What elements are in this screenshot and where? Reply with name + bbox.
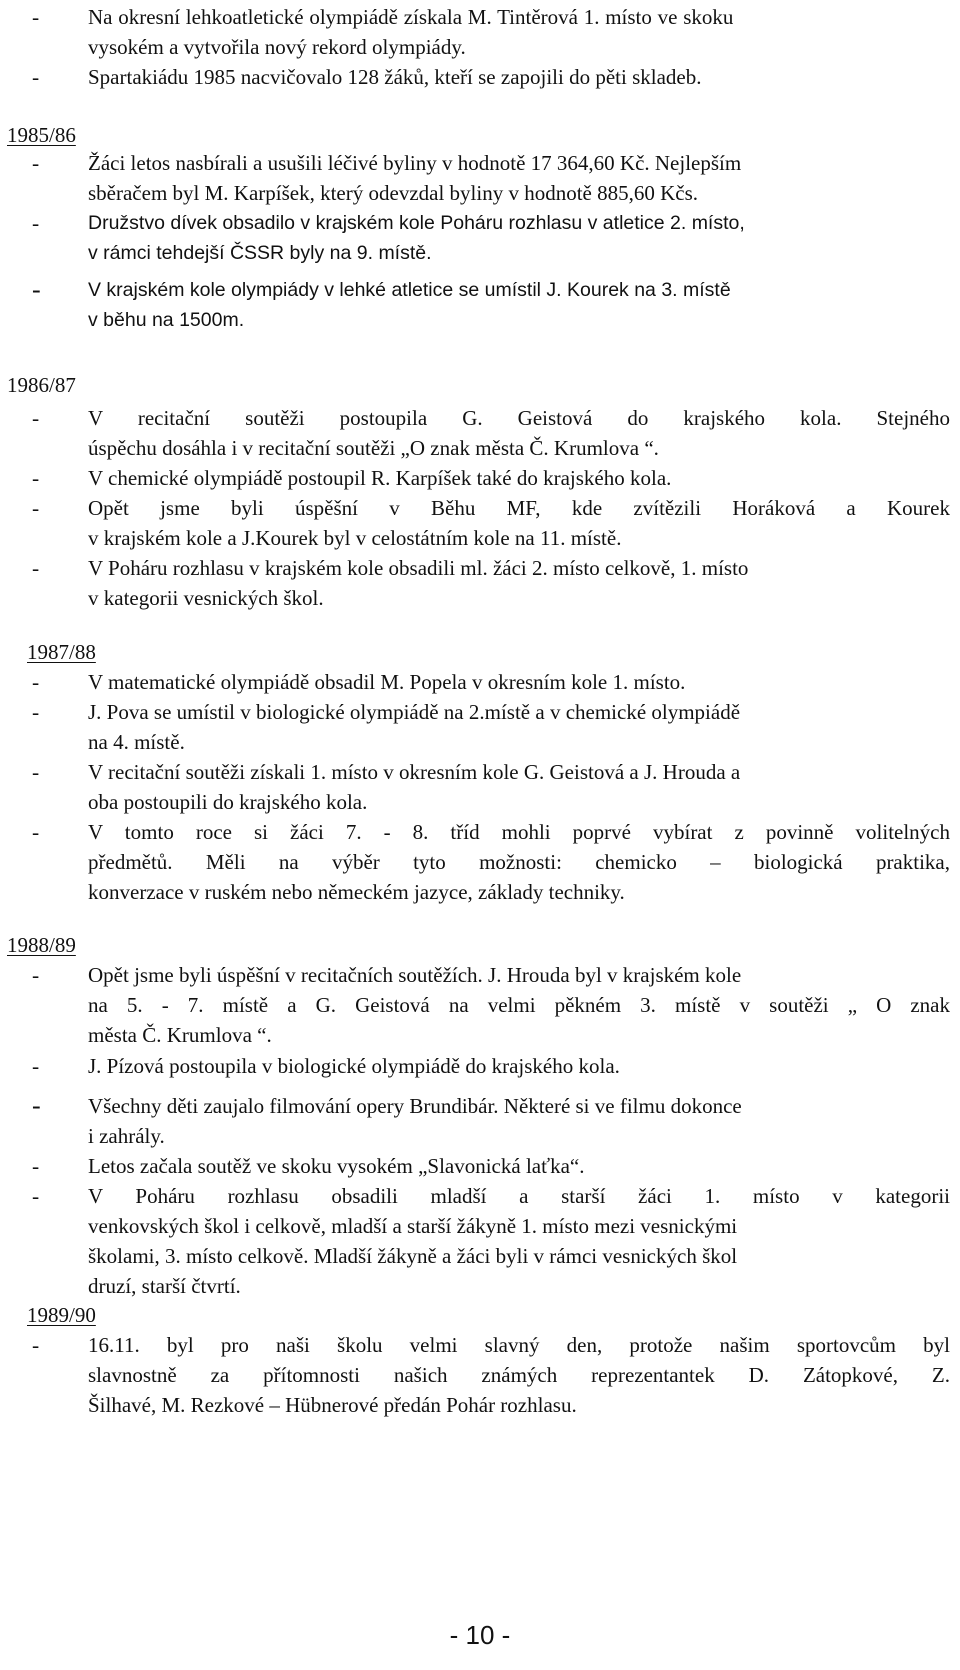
bullet-dash: - — [32, 151, 40, 175]
bullet-dash: - — [32, 1184, 40, 1208]
text-line: i zahrály. — [88, 1124, 165, 1148]
bullet-dash: - — [32, 1054, 40, 1078]
bullet-dash: - — [32, 820, 40, 844]
bullet-dash: - — [32, 556, 40, 580]
bullet-dash: - — [32, 963, 40, 987]
text-line: Šilhavé, M. Rezkové – Hübnerové předán Pohár rozhlasu. — [88, 1393, 577, 1417]
section-heading-1985-86: 1985/86 — [7, 123, 76, 147]
text-line: druzí, starší čtvrtí. — [88, 1274, 241, 1298]
text-line: V chemické olympiádě postoupil R. Karpíšek také do krajského kola. — [88, 466, 672, 490]
text-line: sběračem byl M. Karpíšek, který odevzdal byliny v hodnotě 885,60 Kčs. — [88, 181, 699, 205]
section-heading-1989-90: 1989/90 — [27, 1303, 96, 1327]
text-line: Opět jsme byli úspěšní v Běhu MF, kde zvítězili Horáková a Kourek — [88, 496, 950, 520]
bullet-dash: - — [32, 65, 40, 89]
text-line: oba postoupili do krajského kola. — [88, 790, 368, 814]
text-line: V matematické olympiádě obsadil M. Popela v okresním kole 1. místo. — [88, 670, 686, 694]
text-line: venkovských škol i celkově, mladší a starší žákyně 1. místo mezi vesnickými — [88, 1214, 738, 1238]
text-line: v kategorii vesnických škol. — [88, 586, 324, 610]
text-line: školami, 3. místo celkově. Mladší žákyně a žáci byli v rámci vesnických škol — [88, 1244, 738, 1268]
text-line: Družstvo dívek obsadilo v krajském kole Poháru rozhlasu v atletice 2. místo, — [88, 212, 745, 234]
bullet-dash: - — [32, 760, 40, 784]
text-line: V tomto roce si žáci 7. - 8. tříd mohli poprvé vybírat z povinně volitelných — [88, 820, 950, 844]
text-line: na 5. - 7. místě a G. Geistová na velmi pěkném 3. místě v soutěži „ O znak — [88, 993, 950, 1017]
text-line: úspěchu dosáhla i v recitační soutěži „O znak města Č. Krumlova “. — [88, 436, 659, 460]
text-line: V recitační soutěži získali 1. místo v okresním kole G. Geistová a J. Hrouda a — [88, 760, 741, 784]
text-line: Letos začala soutěž ve skoku vysokém „Slavonická laťka“. — [88, 1154, 585, 1178]
text-line: J. Pízová postoupila v biologické olympiádě do krajského kola. — [88, 1054, 620, 1078]
bullet-dash: - — [32, 406, 40, 430]
text-line: V krajském kole olympiády v lehké atletice se umístil J. Kourek na 3. místě — [88, 279, 731, 301]
bullet-dash: - — [32, 496, 40, 520]
text-line: Spartakiádu 1985 nacvičovalo 128 žáků, kteří se zapojili do pěti skladeb. — [88, 65, 702, 89]
text-line: v rámci tehdejší ČSSR byly na 9. místě. — [88, 242, 432, 264]
bullet-dash: - — [32, 670, 40, 694]
bullet-dash: - — [32, 1154, 40, 1178]
text-line: Žáci letos nasbírali a usušili léčivé byliny v hodnotě 17 364,60 Kč. Nejlepším — [88, 151, 742, 175]
text-line: V Poháru rozhlasu v krajském kole obsadili ml. žáci 2. místo celkově, 1. místo — [88, 556, 749, 580]
section-heading-1988-89: 1988/89 — [7, 933, 76, 957]
page-number: - 10 - — [449, 1620, 511, 1650]
bullet-dash: - — [32, 466, 40, 490]
text-line: konverzace v ruském nebo německém jazyce, základy techniky. — [88, 880, 625, 904]
text-line: v krajském kole a J.Kourek byl v celostátním kole na 11. místě. — [88, 526, 622, 550]
bullet-dash: - — [32, 211, 40, 235]
text-line: předmětů. Měli na výběr tyto možnosti: chemicko – biologická praktika, — [88, 850, 950, 874]
text-line: V recitační soutěži postoupila G. Geistová do krajského kola. Stejného — [88, 406, 950, 430]
bullet-dash: - — [32, 1091, 41, 1120]
bullet-dash: - — [32, 1333, 40, 1357]
bullet-dash: - — [32, 5, 40, 29]
text-line: vysokém a vytvořila nový rekord olympiády. — [88, 35, 466, 59]
text-line: Opět jsme byli úspěšní v recitačních soutěžích. J. Hrouda byl v krajském kole — [88, 963, 742, 987]
text-line: Všechny děti zaujalo filmování opery Brundibár. Některé si ve filmu dokonce — [88, 1094, 742, 1118]
section-heading-1986-87: 1986/87 — [7, 373, 76, 397]
text-line: 16.11. byl pro naši školu velmi slavný den, protože našim sportovcům byl — [88, 1333, 950, 1357]
text-line: J. Pova se umístil v biologické olympiádě na 2.místě a v chemické olympiádě — [88, 700, 741, 724]
text-line: v běhu na 1500m. — [88, 309, 245, 331]
bullet-dash: - — [32, 275, 41, 304]
text-line: slavnostně za přítomnosti našich známých reprezentantek D. Zátopkové, Z. — [88, 1363, 950, 1387]
text-line: města Č. Krumlova “. — [88, 1023, 272, 1047]
text-line: na 4. místě. — [88, 730, 185, 754]
bullet-dash: - — [32, 700, 40, 724]
section-heading-1987-88: 1987/88 — [27, 640, 96, 664]
text-line: V Poháru rozhlasu obsadili mladší a starší žáci 1. místo v kategorii — [88, 1184, 950, 1208]
text-line: Na okresní lehkoatletické olympiádě získala M. Tintěrová 1. místo ve skoku — [88, 5, 734, 29]
